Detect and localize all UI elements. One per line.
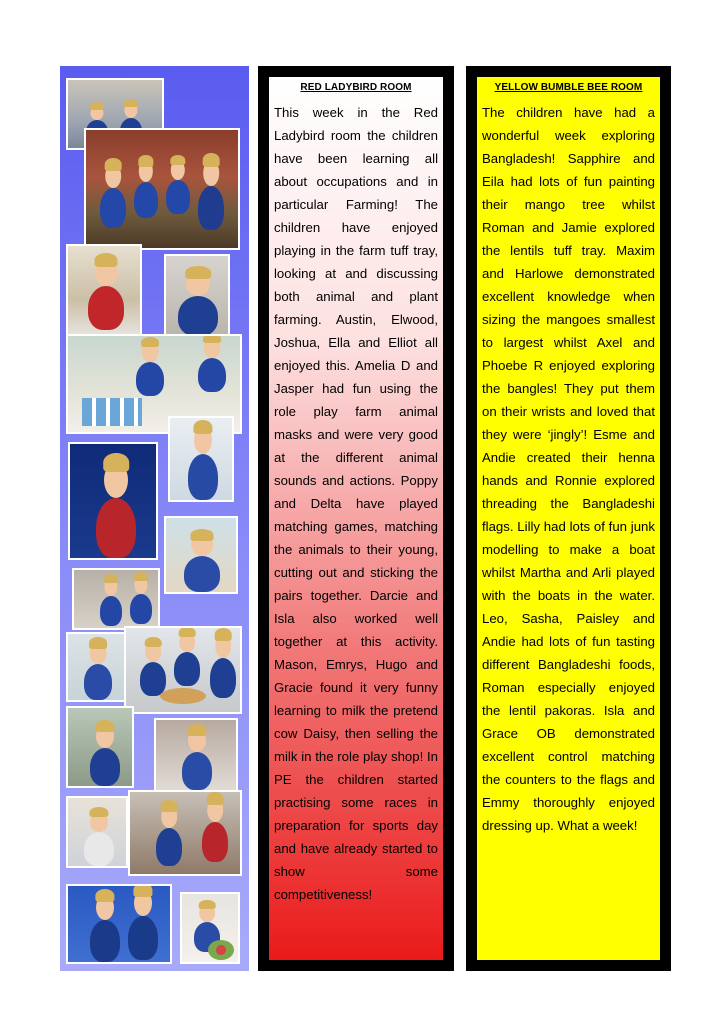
photo-collage [60, 66, 249, 971]
photo-smiling-girl [164, 516, 238, 594]
photo-girl-painting [154, 718, 238, 792]
yellow-room-heading: YELLOW BUMBLE BEE ROOM [494, 82, 643, 93]
yellow-bumble-bee-room-panel [466, 66, 671, 971]
photo-junk-modelling [66, 796, 128, 868]
photo-boy-blue-jumper [164, 254, 230, 338]
photo-girl-red-dress [68, 442, 158, 560]
red-ladybird-room-panel [258, 66, 454, 971]
red-panel-body [269, 77, 443, 960]
red-room-heading: RED LADYBIRD ROOM [300, 82, 412, 93]
photo-two-boys [66, 884, 172, 964]
photo-farm-tuff-tray-group [84, 128, 240, 250]
photo-boy-with-flag [66, 706, 134, 788]
photo-boy-red-top [66, 244, 142, 338]
photo-girl-mango-painting [180, 892, 240, 964]
yellow-room-article: The children have had a wonderful week exploring Bangladesh! Sapphire and Eila had lots of fun painting their mango tree whilst Roman and Jamie explored the lentils tuff tray. Maxim and Harlowe demonstrated excellent knowledge when sizing the mangoes smallest to largest whilst Axel and Phoebe R enjoyed exploring the bangles! They put them on their wrists and loved that they were ‘jingly’! Esme and Andie created their henna hands and Ronnie explored threading the Bangladeshi flags. Lilly had lots of fun junk modelling to make a boat whilst Martha and Arli played with the boats in the water. Leo, Sasha, Paisley and Andie had lots of fun tasting different Bangladeshi foods, Roman especially enjoyed the lentil pakoras. Isla and Grace OB demonstrated excellent control matching the counters to the flags and Emmy thoroughly enjoyed dressing up. What a week! [482, 105, 655, 833]
photo-boy-standing [168, 416, 234, 502]
photo-milk-bottles [66, 632, 126, 702]
red-room-article: This week in the Red Ladybird room the children have been learning all about occupations and in particular Farming! The children have enjoyed playing in the farm tuff tray, looking at and discussing both animal and plant farming. Austin, Elwood, Joshua, Ella and Elliot all enjoyed this. Amelia D and Jasper had fun using the role play farm animal masks and were very good at the different animal sounds and actions. Poppy and Delta have played matching games, matching the animals to their young, cutting out and sticking the pairs together. Darcie and Isla also worked well together at this activity. Mason, Emrys, Hugo and Gracie found it very funny learning to milk the pretend cow Daisy, then selling the milk in the role play shop! In PE the children started practising some races in preparation for sports day and have already started to show some competitiveness! [274, 105, 438, 902]
photo-sticking-pairs [72, 568, 160, 630]
yellow-panel-body [477, 77, 660, 960]
photo-tasting-foods [124, 626, 242, 714]
photo-role-play-shop [128, 790, 242, 876]
